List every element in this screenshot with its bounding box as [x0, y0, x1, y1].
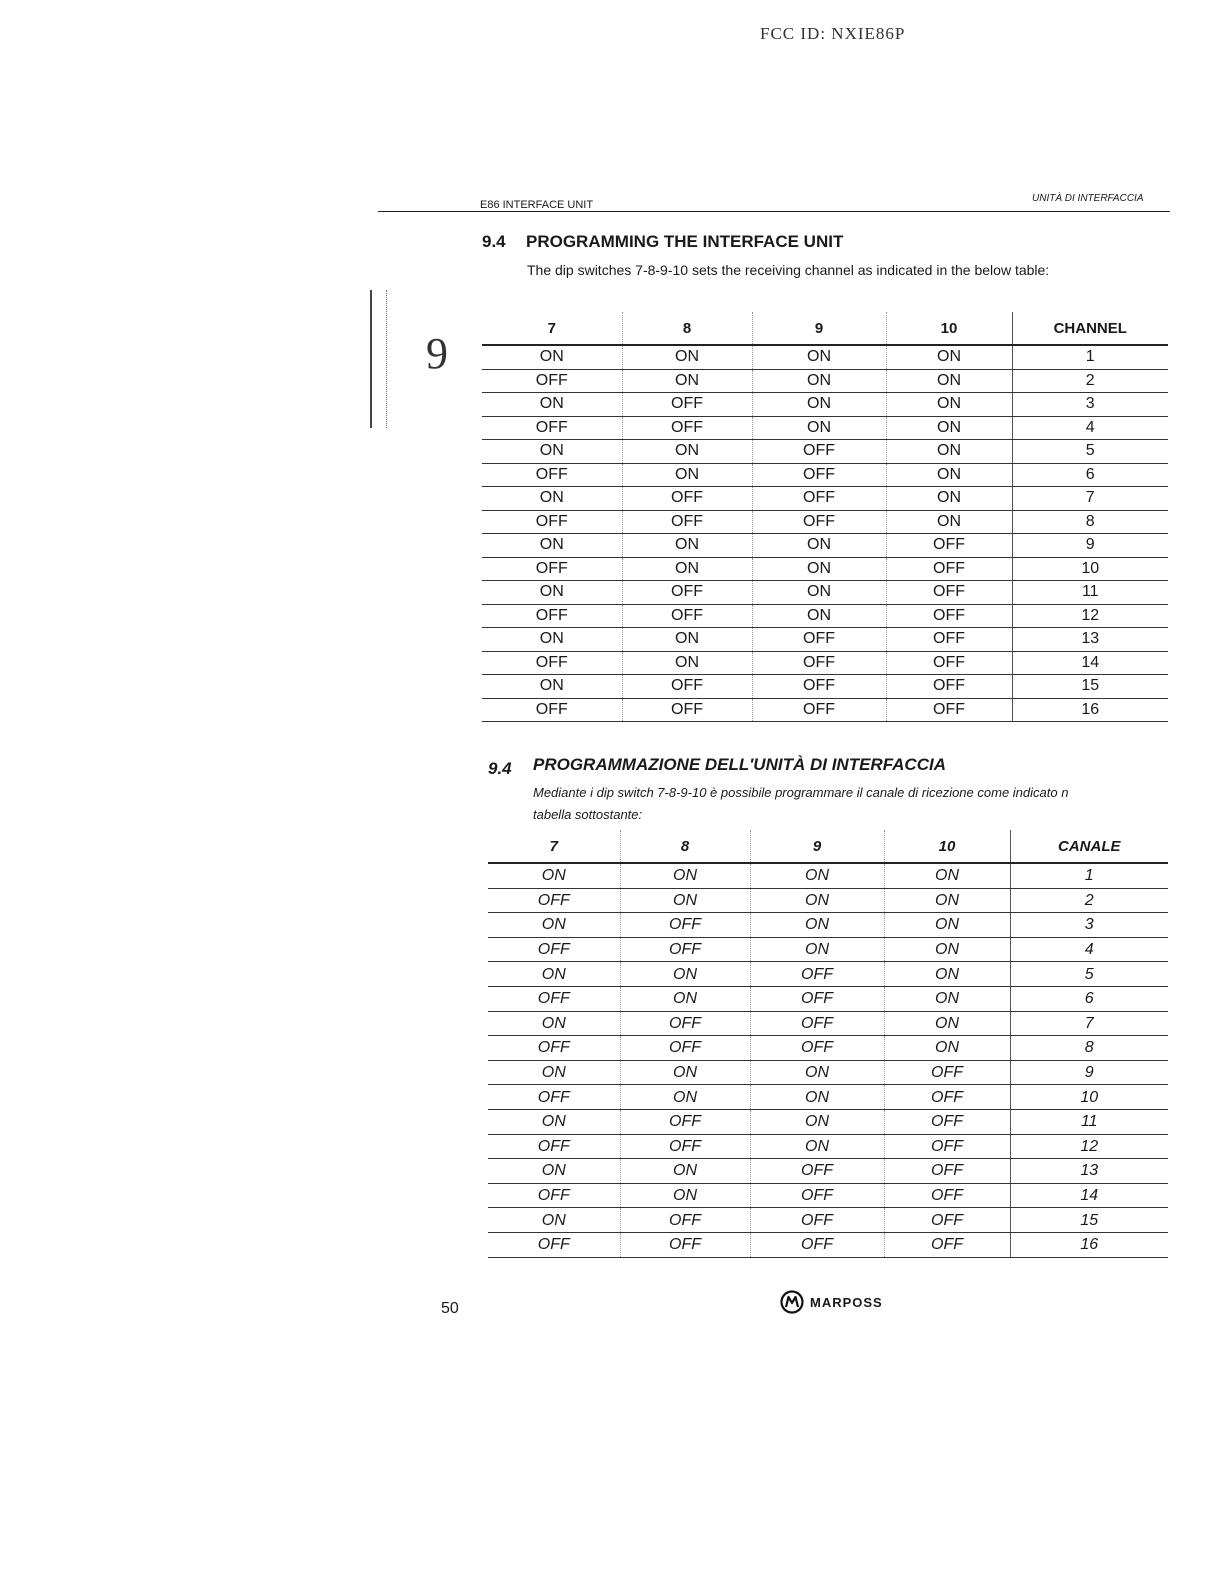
switch-state-cell: ON [884, 962, 1010, 987]
switch-state-cell: OFF [620, 937, 750, 962]
table-row [488, 1036, 1168, 1061]
switch-state-cell: ON [750, 1134, 884, 1159]
header-right: UNITÀ DI INTERFACCIA [1032, 193, 1144, 204]
switch-state-cell: OFF [884, 1232, 1010, 1257]
switch-state-cell: OFF [886, 557, 1012, 581]
switch-state-cell: ON [750, 1085, 884, 1110]
switch-state-cell: OFF [750, 986, 884, 1011]
switch-state-cell: OFF [620, 1134, 750, 1159]
switch-state-cell: ON [488, 962, 620, 987]
switch-state-cell: OFF [620, 1208, 750, 1233]
table-row [482, 534, 1168, 558]
switch-state-cell: OFF [750, 1208, 884, 1233]
switch-state-cell: ON [620, 1159, 750, 1184]
switch-state-cell: ON [620, 986, 750, 1011]
switch-state-cell: OFF [884, 1085, 1010, 1110]
table-row [488, 962, 1168, 987]
fcc-id: FCC ID: NXIE86P [760, 24, 906, 43]
switch-state-cell: ON [620, 1060, 750, 1085]
switch-state-cell: ON [488, 913, 620, 938]
switch-state-cell: ON [752, 604, 886, 628]
switch-state-cell: OFF [886, 698, 1012, 722]
switch-state-cell: ON [750, 1060, 884, 1085]
switch-state-cell: OFF [884, 1060, 1010, 1085]
table-row [482, 604, 1168, 628]
channel-cell: 11 [1010, 1109, 1168, 1134]
dip-switch-table-en [482, 312, 1168, 722]
section-number-en: 9.4 [482, 232, 506, 251]
table-row [488, 1159, 1168, 1184]
channel-cell: 11 [1012, 581, 1168, 605]
switch-state-cell: OFF [884, 1109, 1010, 1134]
table-row [488, 1011, 1168, 1036]
switch-state-cell: OFF [488, 986, 620, 1011]
marposs-logo [780, 1290, 883, 1314]
table-row [488, 1109, 1168, 1134]
column-header-switch-8: 8 [622, 312, 752, 345]
switch-state-cell: ON [482, 581, 622, 605]
switch-state-cell: ON [620, 888, 750, 913]
switch-state-cell: ON [488, 863, 620, 888]
switch-state-cell: OFF [752, 463, 886, 487]
channel-cell: 2 [1012, 369, 1168, 393]
switch-state-cell: ON [884, 863, 1010, 888]
channel-cell: 1 [1012, 345, 1168, 369]
switch-state-cell: OFF [752, 675, 886, 699]
switch-state-cell: OFF [750, 1036, 884, 1061]
switch-state-cell: ON [884, 1036, 1010, 1061]
switch-state-cell: ON [750, 937, 884, 962]
column-header-switch-10: 10 [884, 830, 1010, 863]
switch-state-cell: ON [620, 962, 750, 987]
switch-state-cell: ON [884, 1011, 1010, 1036]
switch-state-cell: OFF [884, 1183, 1010, 1208]
switch-state-cell: ON [620, 1183, 750, 1208]
channel-cell: 14 [1012, 651, 1168, 675]
channel-cell: 7 [1010, 1011, 1168, 1036]
table-row [482, 510, 1168, 534]
column-header-channel: CHANNEL [1012, 312, 1168, 345]
channel-cell: 16 [1012, 698, 1168, 722]
switch-state-cell: OFF [884, 1208, 1010, 1233]
channel-cell: 9 [1012, 534, 1168, 558]
switch-state-cell: OFF [884, 1159, 1010, 1184]
switch-state-cell: ON [622, 628, 752, 652]
switch-state-cell: ON [488, 1060, 620, 1085]
column-header-switch-9: 9 [750, 830, 884, 863]
switch-state-cell: OFF [886, 628, 1012, 652]
switch-state-cell: ON [482, 628, 622, 652]
switch-state-cell: ON [886, 345, 1012, 369]
column-header-switch-7: 7 [482, 312, 622, 345]
switch-state-cell: ON [482, 534, 622, 558]
switch-state-cell: OFF [482, 651, 622, 675]
switch-state-cell: OFF [622, 510, 752, 534]
switch-state-cell: ON [482, 345, 622, 369]
switch-state-cell: OFF [622, 675, 752, 699]
switch-state-cell: ON [752, 416, 886, 440]
table-row [488, 913, 1168, 938]
switch-state-cell: ON [750, 863, 884, 888]
switch-state-cell: ON [622, 534, 752, 558]
switch-state-cell: OFF [622, 487, 752, 511]
switch-state-cell: OFF [884, 1134, 1010, 1159]
switch-state-cell: ON [488, 1208, 620, 1233]
switch-state-cell: OFF [488, 937, 620, 962]
channel-cell: 3 [1010, 913, 1168, 938]
switch-state-cell: OFF [622, 393, 752, 417]
switch-state-cell: ON [622, 440, 752, 464]
channel-cell: 10 [1012, 557, 1168, 581]
switch-state-cell: ON [886, 440, 1012, 464]
table-row [488, 1208, 1168, 1233]
switch-state-cell: ON [622, 557, 752, 581]
switch-state-cell: OFF [482, 604, 622, 628]
column-header-channel: CANALE [1010, 830, 1168, 863]
switch-state-cell: OFF [886, 651, 1012, 675]
switch-state-cell: OFF [622, 581, 752, 605]
switch-state-cell: ON [752, 369, 886, 393]
switch-state-cell: ON [886, 416, 1012, 440]
table-row [482, 651, 1168, 675]
switch-state-cell: OFF [620, 1232, 750, 1257]
table-header-row [488, 830, 1168, 863]
switch-state-cell: OFF [886, 534, 1012, 558]
switch-state-cell: ON [482, 675, 622, 699]
switch-state-cell: OFF [620, 913, 750, 938]
switch-state-cell: OFF [752, 487, 886, 511]
switch-state-cell: ON [886, 369, 1012, 393]
channel-cell: 3 [1012, 393, 1168, 417]
table-row [482, 581, 1168, 605]
switch-state-cell: OFF [622, 604, 752, 628]
switch-state-cell: OFF [750, 1232, 884, 1257]
switch-state-cell: OFF [752, 510, 886, 534]
switch-state-cell: OFF [886, 675, 1012, 699]
table-row [488, 1060, 1168, 1085]
switch-state-cell: OFF [620, 1109, 750, 1134]
switch-state-cell: OFF [482, 416, 622, 440]
switch-state-cell: ON [884, 986, 1010, 1011]
switch-state-cell: ON [752, 534, 886, 558]
switch-state-cell: OFF [482, 463, 622, 487]
switch-state-cell: OFF [482, 510, 622, 534]
switch-state-cell: OFF [488, 1036, 620, 1061]
switch-state-cell: ON [622, 345, 752, 369]
switch-state-cell: OFF [750, 1159, 884, 1184]
switch-state-cell: OFF [620, 1036, 750, 1061]
header-rule [378, 211, 1170, 212]
channel-cell: 12 [1010, 1134, 1168, 1159]
channel-cell: 4 [1010, 937, 1168, 962]
channel-cell: 8 [1010, 1036, 1168, 1061]
chapter-side-bar [370, 290, 387, 428]
switch-state-cell: ON [752, 393, 886, 417]
switch-state-cell: ON [886, 463, 1012, 487]
switch-state-cell: OFF [620, 1011, 750, 1036]
switch-state-cell: OFF [752, 440, 886, 464]
channel-cell: 9 [1010, 1060, 1168, 1085]
switch-state-cell: ON [886, 487, 1012, 511]
channel-cell: 15 [1012, 675, 1168, 699]
switch-state-cell: OFF [752, 651, 886, 675]
switch-state-cell: OFF [622, 416, 752, 440]
switch-state-cell: OFF [482, 698, 622, 722]
channel-cell: 5 [1012, 440, 1168, 464]
table-row [488, 888, 1168, 913]
column-header-switch-9: 9 [752, 312, 886, 345]
marposs-logo-icon [780, 1290, 804, 1314]
table-row [488, 986, 1168, 1011]
switch-state-cell: ON [750, 1109, 884, 1134]
switch-state-cell: OFF [750, 1183, 884, 1208]
channel-cell: 14 [1010, 1183, 1168, 1208]
switch-state-cell: OFF [488, 1183, 620, 1208]
switch-state-cell: ON [482, 393, 622, 417]
channel-cell: 5 [1010, 962, 1168, 987]
table-row [482, 416, 1168, 440]
switch-state-cell: ON [622, 463, 752, 487]
dip-switch-table-it [488, 830, 1168, 1258]
channel-cell: 15 [1010, 1208, 1168, 1233]
table-row [482, 487, 1168, 511]
channel-cell: 6 [1010, 986, 1168, 1011]
switch-state-cell: ON [622, 651, 752, 675]
switch-state-cell: ON [482, 487, 622, 511]
table-row [482, 675, 1168, 699]
table-row [482, 369, 1168, 393]
table-row [482, 463, 1168, 487]
switch-state-cell: ON [884, 937, 1010, 962]
switch-state-cell: OFF [750, 1011, 884, 1036]
page-number: 50 [441, 1300, 459, 1317]
switch-state-cell: ON [750, 888, 884, 913]
switch-state-cell: OFF [488, 1232, 620, 1257]
table-row [488, 1232, 1168, 1257]
switch-state-cell: ON [488, 1011, 620, 1036]
switch-state-cell: ON [886, 510, 1012, 534]
table-row [488, 863, 1168, 888]
switch-state-cell: OFF [622, 698, 752, 722]
section-title-en: PROGRAMMING THE INTERFACE UNIT [526, 232, 844, 251]
channel-cell: 7 [1012, 487, 1168, 511]
table-row [488, 937, 1168, 962]
switch-state-cell: ON [622, 369, 752, 393]
switch-state-cell: ON [884, 888, 1010, 913]
switch-state-cell: ON [752, 345, 886, 369]
switch-state-cell: ON [488, 1109, 620, 1134]
switch-state-cell: OFF [752, 628, 886, 652]
column-header-switch-8: 8 [620, 830, 750, 863]
switch-state-cell: ON [620, 863, 750, 888]
channel-cell: 2 [1010, 888, 1168, 913]
switch-state-cell: OFF [482, 369, 622, 393]
switch-state-cell: OFF [488, 1134, 620, 1159]
table-row [488, 1134, 1168, 1159]
switch-state-cell: OFF [488, 888, 620, 913]
channel-cell: 13 [1012, 628, 1168, 652]
table-header-row [482, 312, 1168, 345]
section-title-it: PROGRAMMAZIONE DELL'UNITÀ DI INTERFACCIA [533, 755, 946, 774]
section-intro-it-line1: Mediante i dip switch 7-8-9-10 è possibile programmare il canale di ricezione come indicato n [533, 785, 1069, 800]
section-number-it: 9.4 [488, 759, 512, 778]
switch-state-cell: ON [752, 557, 886, 581]
switch-state-cell: OFF [886, 604, 1012, 628]
channel-cell: 6 [1012, 463, 1168, 487]
table-row [482, 628, 1168, 652]
switch-state-cell: ON [482, 440, 622, 464]
switch-state-cell: ON [752, 581, 886, 605]
channel-cell: 8 [1012, 510, 1168, 534]
switch-state-cell: ON [886, 393, 1012, 417]
header-left: E86 INTERFACE UNIT [480, 199, 594, 211]
table-row [482, 393, 1168, 417]
column-header-switch-7: 7 [488, 830, 620, 863]
switch-state-cell: OFF [750, 962, 884, 987]
table-row [488, 1085, 1168, 1110]
section-intro-en: The dip switches 7-8-9-10 sets the receiving channel as indicated in the below table: [527, 262, 1050, 278]
switch-state-cell: OFF [752, 698, 886, 722]
channel-cell: 12 [1012, 604, 1168, 628]
channel-cell: 16 [1010, 1232, 1168, 1257]
switch-state-cell: OFF [488, 1085, 620, 1110]
channel-cell: 13 [1010, 1159, 1168, 1184]
section-intro-it-line2: tabella sottostante: [533, 807, 643, 822]
table-row [482, 440, 1168, 464]
table-row [488, 1183, 1168, 1208]
switch-state-cell: ON [620, 1085, 750, 1110]
logo-text: MARPOSS [810, 1294, 883, 1310]
chapter-mark: 9 [426, 329, 448, 378]
channel-cell: 10 [1010, 1085, 1168, 1110]
table-row [482, 698, 1168, 722]
column-header-switch-10: 10 [886, 312, 1012, 345]
switch-state-cell: ON [488, 1159, 620, 1184]
switch-state-cell: OFF [482, 557, 622, 581]
switch-state-cell: ON [750, 913, 884, 938]
channel-cell: 4 [1012, 416, 1168, 440]
switch-state-cell: ON [884, 913, 1010, 938]
channel-cell: 1 [1010, 863, 1168, 888]
table-row [482, 557, 1168, 581]
table-row [482, 345, 1168, 369]
switch-state-cell: OFF [886, 581, 1012, 605]
